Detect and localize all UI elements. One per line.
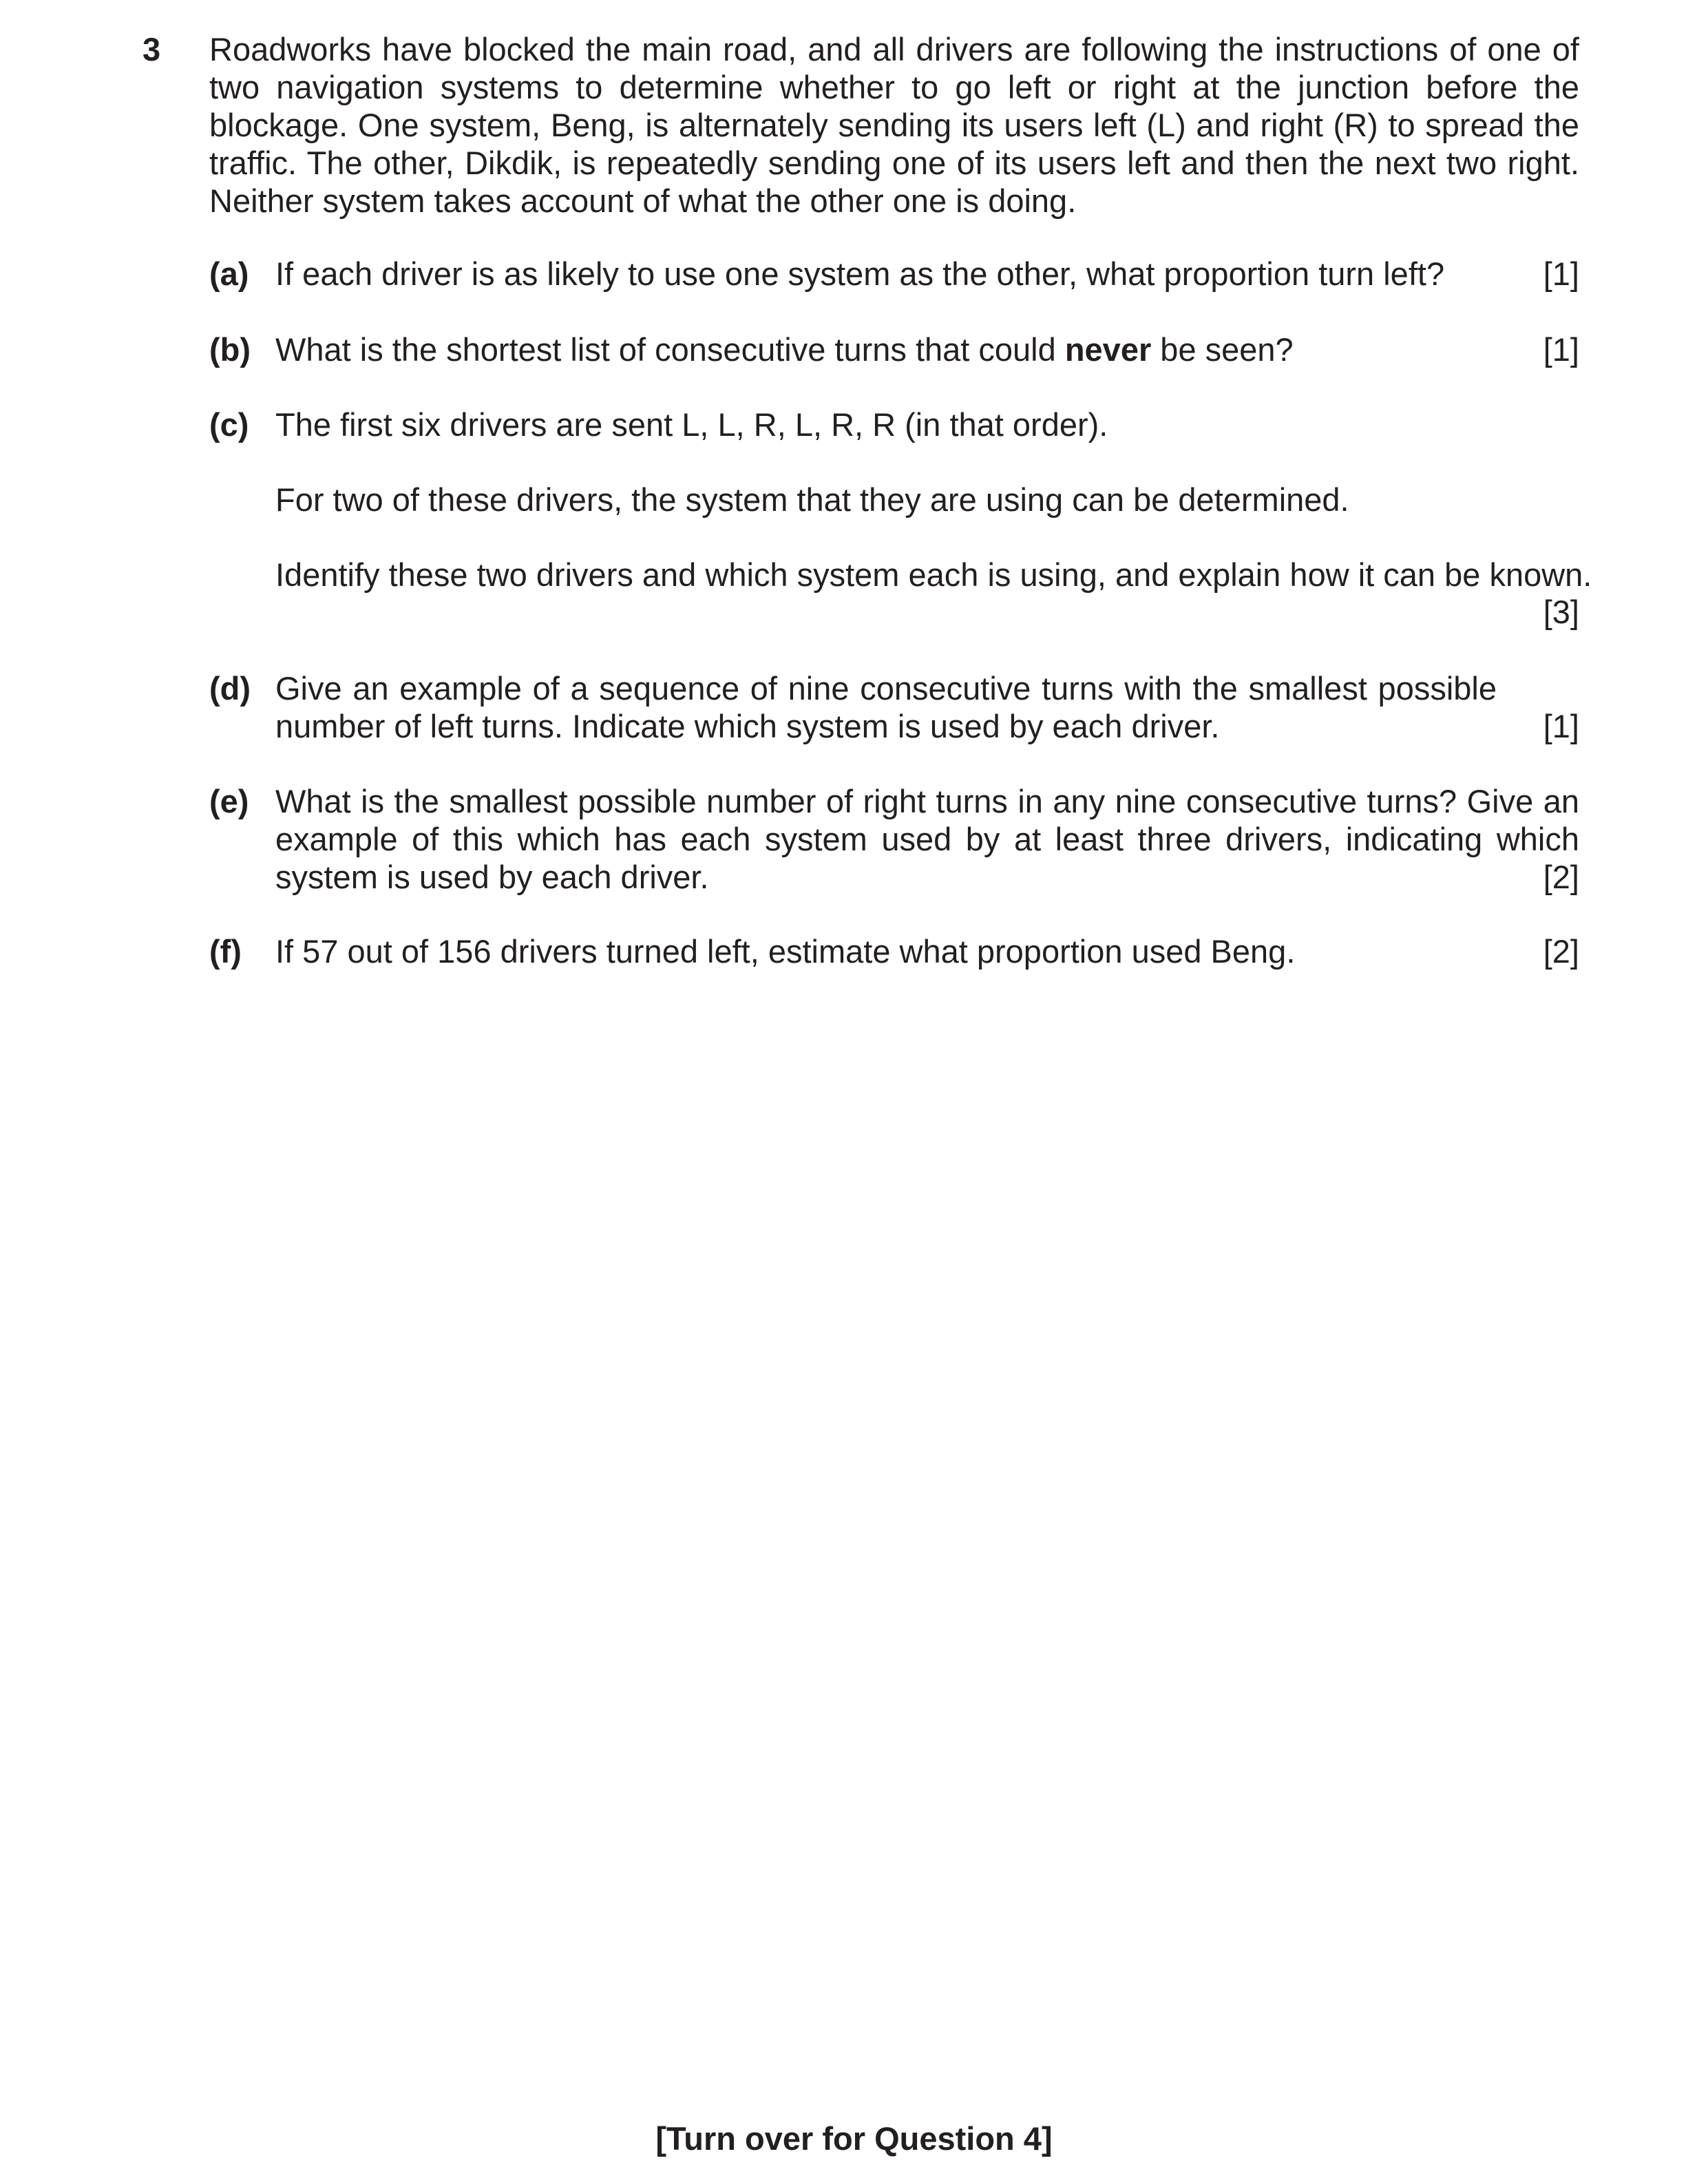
part-b-text — [275, 331, 1579, 368]
part-f-marks: [2] — [1543, 933, 1579, 970]
part-d-label: (d) — [209, 670, 251, 707]
page-footer: [Turn over for Question 4] — [655, 2120, 1053, 2157]
part-e-marks: [2] — [1543, 859, 1579, 895]
part-f-text: If 57 out of 156 drivers turned left, estimate what proportion used Beng. — [275, 933, 1296, 970]
part-e — [209, 782, 1579, 896]
part-a-marks: [1] — [1543, 255, 1579, 292]
part-b-label: (b) — [209, 331, 251, 368]
part-c — [209, 406, 1592, 630]
part-a-text: If each driver is as likely to use one system as the other, what proportion turn left? — [275, 255, 1445, 292]
part-d-text: Give an example of a sequence of nine consecutive turns with the smallest possible number of left turns. Indicate which system is used by each driver. — [275, 670, 1497, 744]
part-d-marks: [1] — [1543, 708, 1579, 744]
part-e-label: (e) — [209, 783, 249, 819]
part-b-marks: [1] — [1543, 331, 1579, 368]
part-f — [209, 932, 1579, 970]
part-b-text-bold: never — [1064, 331, 1152, 368]
part-d — [209, 669, 1579, 745]
part-e-text: What is the smallest possible number of right turns in any nine consecutive turns? Give an example of this which has each system used by at least three drivers, indicating which system is used by each driver. — [275, 783, 1579, 895]
part-c-para-2: For two of these drivers, the system that they are using can be determined. — [275, 481, 1349, 518]
question-intro: Roadworks have blocked the main road, and all drivers are following the instructions of one of two navigation systems to determine whether to go left or right at the junction before the blockage. One system, Beng, is alternately sending its users left (L) and right (R) to spread the traffic. The other, Dikdik, is repeatedly sending one of its users left and then the next two right. Neither system takes account of what the other one is doing. — [209, 31, 1579, 219]
question-number: 3 — [143, 31, 161, 67]
part-c-para-3: Identify these two drivers and which system each is using, and explain how it can be known. — [275, 556, 1592, 593]
part-c-marks: [3] — [1543, 594, 1579, 630]
part-f-label: (f) — [209, 933, 242, 970]
part-b-text-before: What is the shortest list of consecutive turns that could — [275, 331, 1065, 368]
part-c-para-1: The first six drivers are sent L, L, R, L, R, R (in that order). — [275, 406, 1108, 443]
part-b-text-after: be seen? — [1151, 331, 1294, 368]
part-a — [209, 255, 1579, 293]
part-a-label: (a) — [209, 255, 249, 292]
part-c-label: (c) — [209, 406, 249, 443]
part-b — [209, 331, 1579, 368]
